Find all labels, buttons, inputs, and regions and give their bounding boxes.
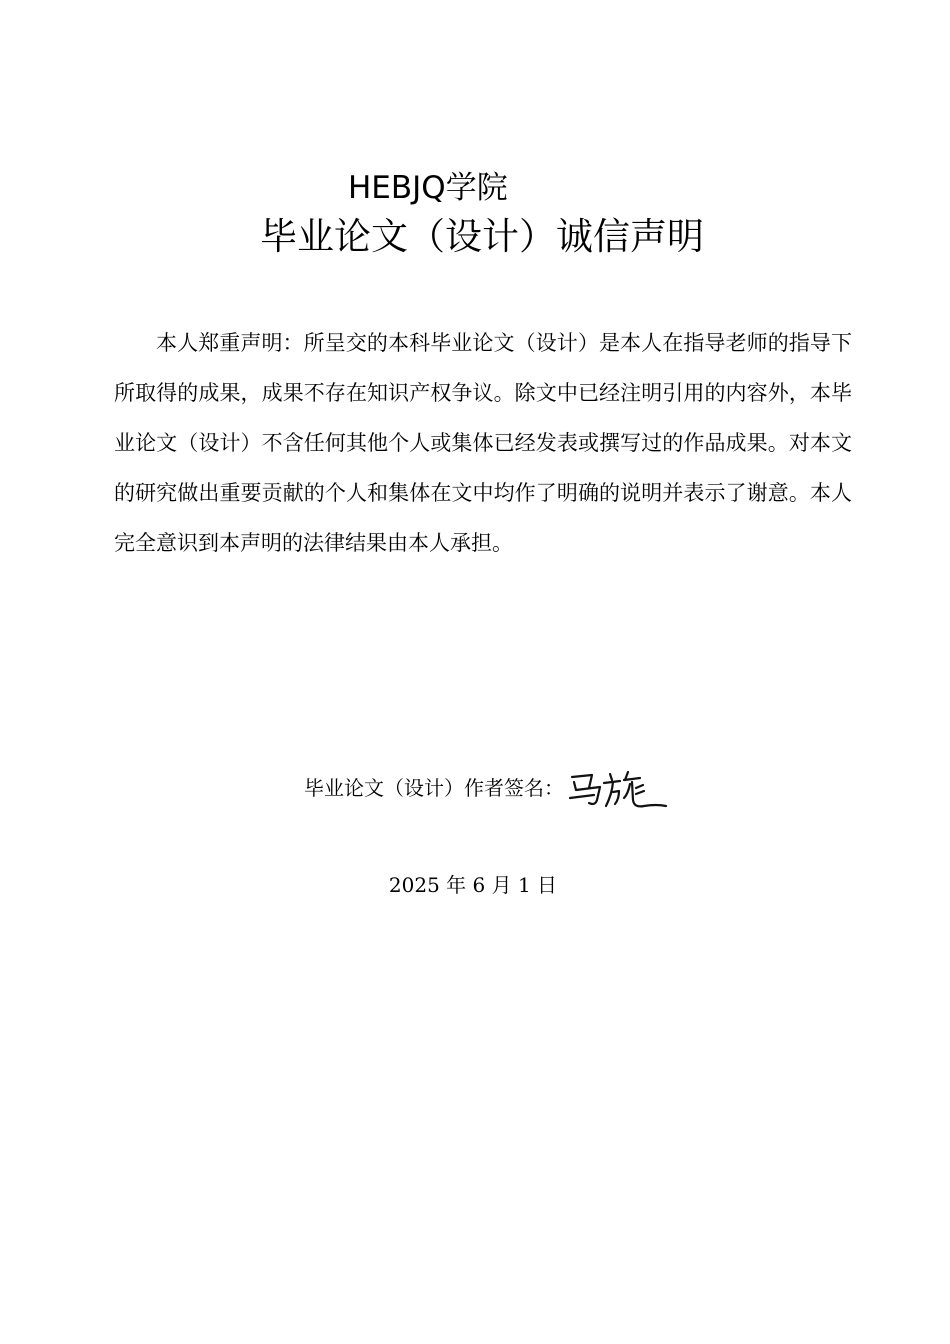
handwritten-signature (566, 768, 670, 812)
school-name: HEBJQ学院 (348, 170, 508, 206)
page-title: 毕业论文（设计）诚信声明 (260, 215, 704, 258)
signature-line (304, 766, 670, 810)
statement-paragraph: 本人郑重声明：所呈交的本科毕业论文（设计）是本人在指导老师的指导下所取得的成果，成果不存在知识产权争议。除文中已经注明引用的内容外，本毕业论文（设计）不含任何其他个人或集体已经发表或撰写过的作品成果。对本文的研究做出重要贡献的个人和集体在文中均作了明确的说明并表示了谢意。本人完全意识到本声明的法律结果由本人承担。 (114, 331, 852, 555)
signing-date: 2025 年 6 月 1 日 (388, 873, 558, 897)
signature-label: 毕业论文（设计）作者签名： (304, 776, 564, 800)
